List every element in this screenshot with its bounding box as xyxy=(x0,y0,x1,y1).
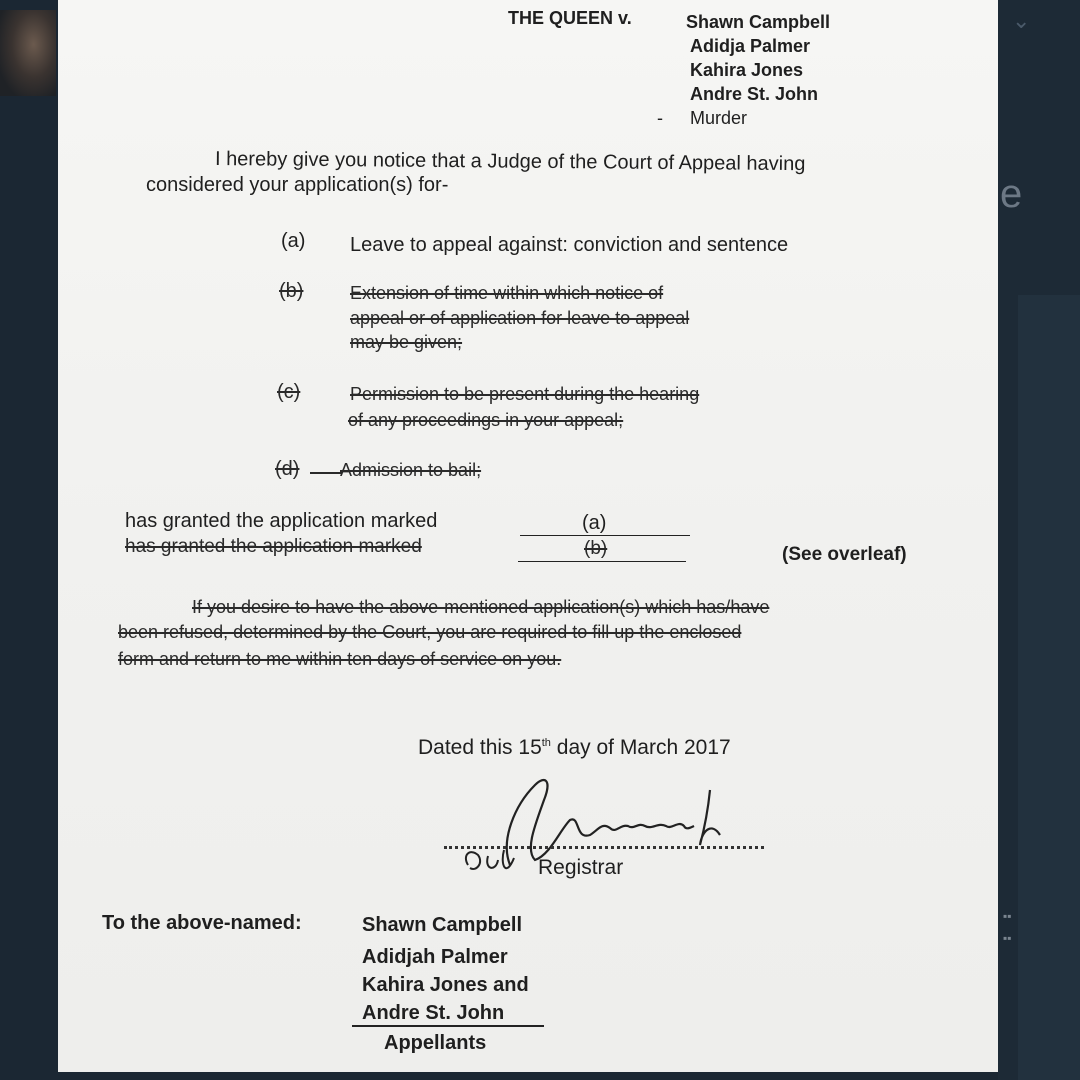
dated-ordinal: th xyxy=(541,737,551,749)
application-text: Leave to appeal against: conviction and sentence xyxy=(350,234,789,256)
intro-line: I hereby give you notice that a Judge of the Court of Appeal having xyxy=(214,148,806,176)
defendant-name: Andre St. John xyxy=(690,84,819,104)
granted-statement: has granted the application marked xyxy=(125,536,422,557)
refused-notice-line: If you desire to have the above-mentioned application(s) which has/have xyxy=(192,597,770,617)
fill-line xyxy=(518,561,686,562)
strike-line xyxy=(310,472,342,474)
refused-notice-line: been refused, determined by the Court, you are required to fill up the enclosed xyxy=(118,622,742,642)
application-text: may be given; xyxy=(350,332,463,352)
background-mark: ▪▪ xyxy=(1003,909,1012,923)
granted-mark: (a) xyxy=(582,512,607,534)
dated-suffix: day of March 2017 xyxy=(550,736,731,759)
application-text: Admission to bail; xyxy=(340,460,482,480)
signature-line xyxy=(444,846,764,849)
dash: - xyxy=(657,108,663,128)
see-overleaf: (See overleaf) xyxy=(782,544,907,565)
application-text: Permission to be present during the hearing xyxy=(350,384,700,404)
application-marker: (a) xyxy=(281,230,306,252)
application-marker: (c) xyxy=(277,381,301,403)
case-title-prefix: THE QUEEN v. xyxy=(508,8,632,28)
fill-line xyxy=(520,535,690,536)
dated-prefix: Dated this 15 xyxy=(418,736,542,759)
defendant-name: Kahira Jones xyxy=(690,60,804,80)
charge: Murder xyxy=(690,108,748,128)
defendant-name: Adidja Palmer xyxy=(690,36,811,56)
chevron-down-icon[interactable]: ⌄ xyxy=(1012,8,1031,33)
background-panel xyxy=(1018,295,1080,1080)
avatar[interactable] xyxy=(0,10,56,96)
background-text-fragment: e xyxy=(1000,172,1023,216)
application-text: of any proceedings in your appeal; xyxy=(348,410,624,430)
defendant-name: Shawn Campbell xyxy=(686,12,831,32)
background-mark: ▪▪ xyxy=(1003,931,1012,945)
application-marker: (d) xyxy=(275,458,300,480)
dated-line xyxy=(418,736,731,760)
refused-notice-line: form and return to me within ten days of service on you. xyxy=(118,649,562,669)
granted-mark: (b) xyxy=(584,538,608,559)
addressee-name: Andre St. John xyxy=(362,1002,505,1024)
granted-statement: has granted the application marked xyxy=(125,510,438,532)
intro-line: considered your application(s) for- xyxy=(146,174,449,196)
addressee-role: Appellants xyxy=(384,1032,487,1054)
application-text: Extension of time within which notice of xyxy=(350,283,664,303)
addressee-name: Shawn Campbell xyxy=(362,914,523,936)
addressee-name: Kahira Jones and xyxy=(362,974,529,996)
addressee-label: To the above-named: xyxy=(102,912,302,934)
registrar-title: Registrar xyxy=(538,856,624,879)
name-underline xyxy=(352,1025,544,1027)
application-text: appeal or of application for leave to appeal xyxy=(350,308,690,328)
addressee-name: Adidjah Palmer xyxy=(362,946,508,968)
application-marker: (b) xyxy=(279,280,304,302)
background-marks xyxy=(1003,905,1012,949)
